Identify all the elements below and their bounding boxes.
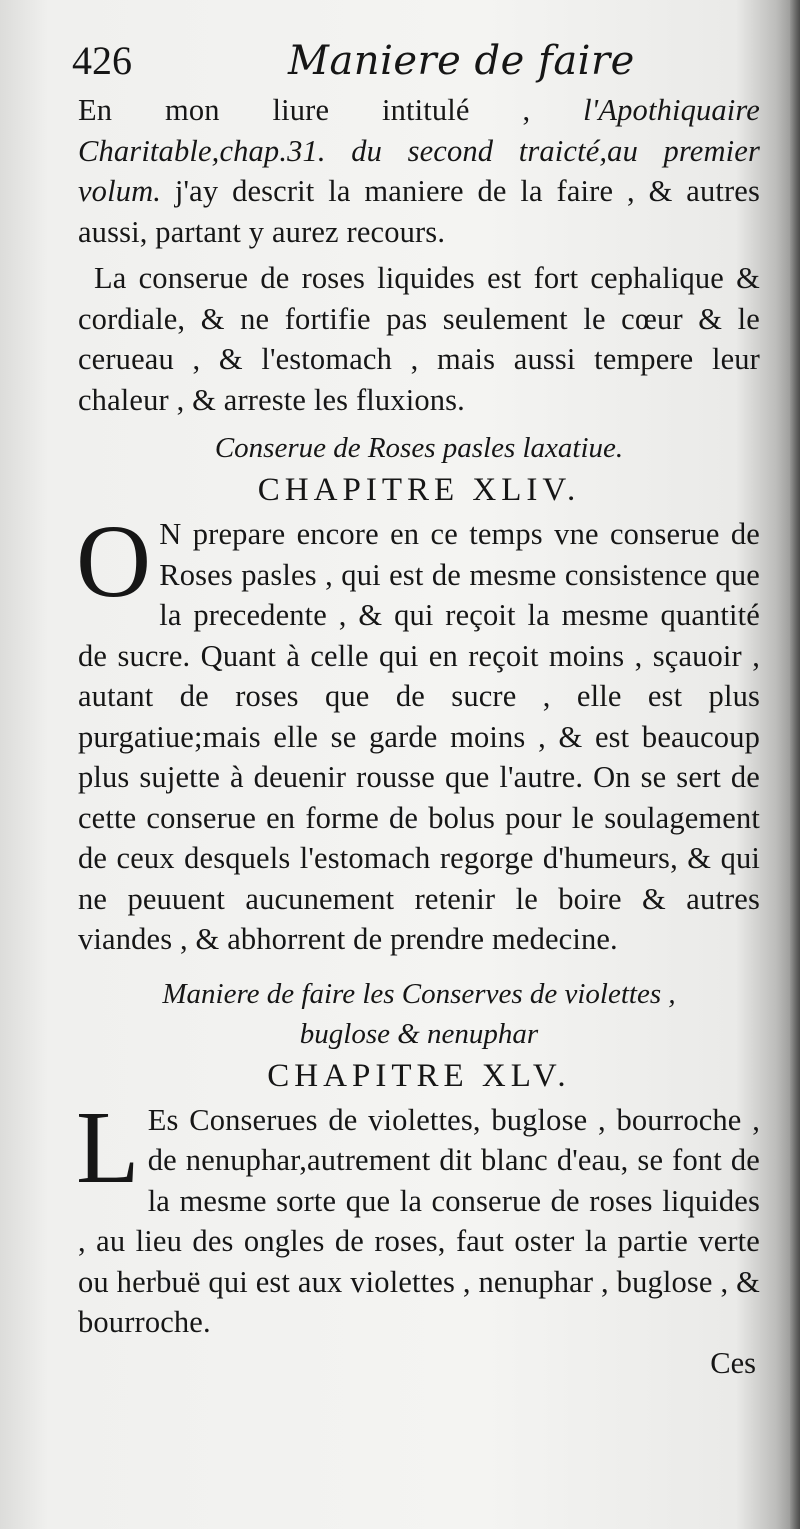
chapter-44-text: [76, 504, 760, 960]
drop-cap-l: L: [76, 1089, 140, 1205]
drop-cap-o: O: [76, 504, 152, 619]
chapter-45-body: Es Conserues de violettes, buglose , bourroche , de nenuphar,autrement dit blanc d'eau, se font de la mesme sorte que la conserue de roses liquides , au lieu des ongles de roses, faut oster la partie verte ou herbuë qui est aux violettes , nenuphar , buglose , & bourroche.: [78, 1102, 760, 1339]
book-reference: l'Apothiquaire Charitable,chap.31. du second traicté,au premier volum.: [78, 93, 760, 208]
running-title: Maniere de faire: [288, 38, 635, 84]
paragraph-1: [78, 90, 760, 252]
section-2-title-line-1: Maniere de faire les Conserves de violettes ,: [162, 977, 676, 1010]
chapter-45-text: [76, 1089, 760, 1343]
paragraph-1-start: En mon liure intitulé ,: [78, 93, 584, 127]
paragraph-1-end: j'ay descrit la maniere de la faire , & autres aussi, partant y aurez recours.: [78, 174, 760, 249]
running-head: [72, 34, 760, 88]
chapter-44-body: N prepare encore en ce temps vne conserue de Roses pasles , qui est de mesme consistence que la precedente , & qui reçoit la mesme quantité de sucre. Quant à celle qui en reçoit moins , sçauoir , autant de roses que de sucre , elle est plus purgatiue;mais elle se garde moins , & est beaucoup plus sujette à deuenir rousse que l'autre. On se sert de cette conserue en forme de bolus pour le soulagement de ceux desquels l'estomach regorge d'humeurs, & qui ne peuuent aucunement retenir le boire & autres viandes , & abhorrent de prendre medecine.: [78, 517, 760, 956]
paragraph-2: La conserue de roses liquides est fort cephalique & cordiale, & ne fortifie pas seulement le cœur & le cerueau , & l'estomach , mais aussi tempere leur chaleur , & arreste les fluxions.: [78, 261, 760, 417]
page-number: 426: [72, 38, 132, 83]
section-2-title-line-2: buglose & nenuphar: [299, 1017, 539, 1050]
chapter-44-heading: CHAPITRE XLIV.: [257, 472, 581, 508]
chapter-45-heading: CHAPITRE XLV.: [267, 1057, 571, 1094]
catchword: Ces: [710, 1345, 756, 1380]
section-1-title: Conserue de Roses pasles laxatiue.: [214, 432, 624, 464]
